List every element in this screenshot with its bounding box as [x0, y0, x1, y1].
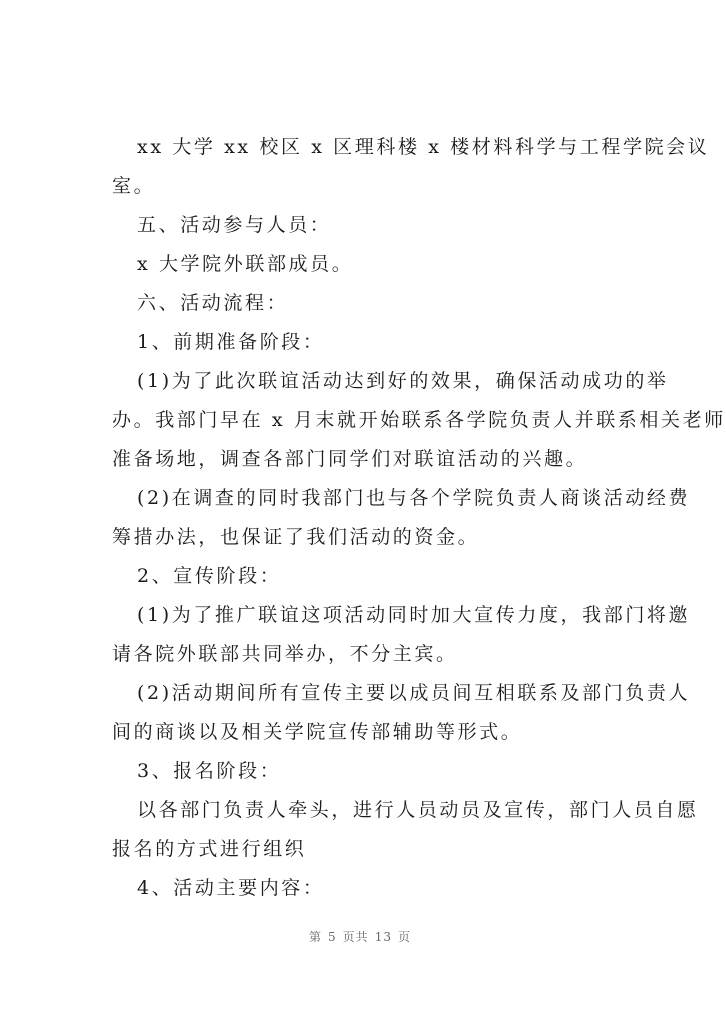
footer-label-of: 页共	[342, 930, 369, 944]
subsection-heading: 4、活动主要内容：	[137, 877, 325, 899]
text-line: 办。我部门早在 x 月末就开始联系各学院负责人并联系相关老师	[112, 409, 726, 431]
subsection-heading: 2、宣传阶段：	[137, 565, 282, 587]
current-page-number: 5	[328, 930, 337, 944]
section-heading: 六、活动流程：	[137, 292, 289, 314]
text-line: (2)活动期间所有宣传主要以成员间互相联系及部门负责人	[137, 682, 691, 704]
text-line: 以各部门负责人牵头，进行人员动员及宣传，部门人员自愿	[137, 799, 699, 821]
section-heading: 五、活动参与人员：	[137, 214, 332, 236]
document-body	[112, 128, 726, 908]
subsection-heading: 3、报名阶段：	[137, 760, 282, 782]
text-line: 室。	[112, 175, 156, 197]
total-pages-number: 13	[374, 930, 392, 944]
footer-label-end: 页	[397, 930, 411, 944]
text-line: 请各院外联部共同举办，不分主宾。	[112, 643, 458, 665]
text-line: 准备场地，调查各部门同学们对联谊活动的兴趣。	[112, 448, 588, 470]
subsection-heading: 1、前期准备阶段：	[137, 331, 325, 353]
text-line: 筹措办法，也保证了我们活动的资金。	[112, 526, 480, 548]
footer-label-page: 第	[309, 930, 323, 944]
text-line: 报名的方式进行组织	[112, 838, 307, 860]
text-line: x 大学院外联部成员。	[137, 253, 354, 275]
text-line: xx 大学 xx 校区 x 区理科楼 x 楼材料科学与工程学院会议	[137, 136, 710, 158]
text-line: (2)在调查的同时我部门也与各个学院负责人商谈活动经费	[137, 487, 691, 509]
text-line: 间的商谈以及相关学院宣传部辅助等形式。	[112, 721, 523, 743]
page-footer	[0, 928, 720, 945]
text-line: (1)为了推广联谊这项活动同时加大宣传力度，我部门将邀	[137, 604, 691, 626]
text-line: (1)为了此次联谊活动达到好的效果，确保活动成功的举	[137, 370, 669, 392]
